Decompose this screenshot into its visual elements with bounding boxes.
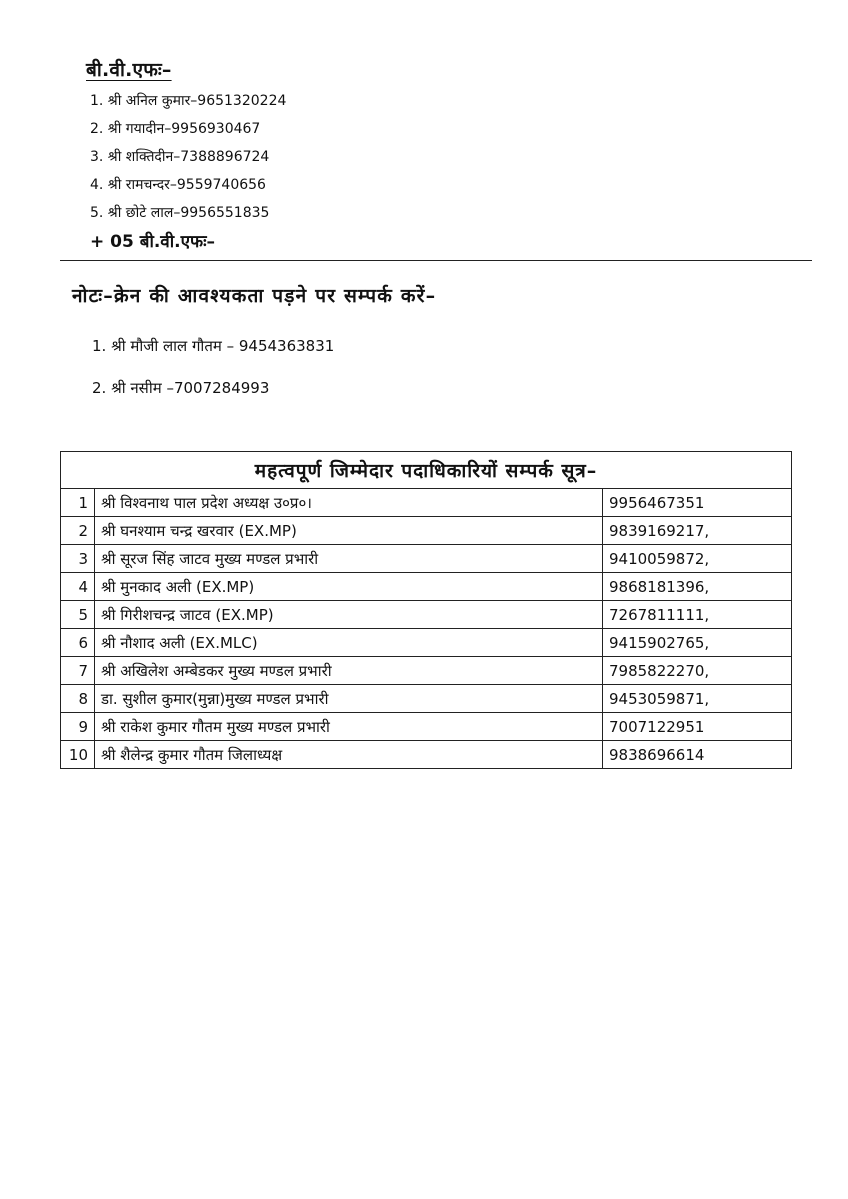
row-number: 5: [61, 601, 95, 629]
official-phone: 9453059871,: [603, 685, 792, 713]
bvf-list: [90, 90, 286, 230]
official-name: श्री अखिलेश अम्बेडकर मुख्य मण्डल प्रभारी: [95, 657, 603, 685]
bvf-list-item: 5. श्री छोटे लाल–9956551835: [90, 205, 270, 221]
official-name: श्री राकेश कुमार गौतम मुख्य मण्डल प्रभारी: [95, 713, 603, 741]
note-list-item: 1. श्री मौजी लाल गौतम – 9454363831: [92, 337, 335, 355]
official-phone: 9838696614: [603, 741, 792, 769]
row-number: 6: [61, 629, 95, 657]
table-row: [61, 685, 792, 713]
official-phone: 7007122951: [603, 713, 792, 741]
row-number: 1: [61, 489, 95, 517]
row-number: 10: [61, 741, 95, 769]
row-number: 4: [61, 573, 95, 601]
bvf-list-item: 4. श्री रामचन्दर–9559740656: [90, 177, 266, 193]
note-list-item: 2. श्री नसीम –7007284993: [92, 379, 270, 397]
official-name: श्री शैलेन्द्र कुमार गौतम जिलाध्यक्ष: [95, 741, 603, 769]
table-title-row: [61, 452, 792, 489]
table-row: [61, 601, 792, 629]
table-title: महत्वपूर्ण जिम्मेदार पदाधिकारियों सम्पर्क सूत्र–: [61, 452, 792, 489]
row-number: 9: [61, 713, 95, 741]
official-name: श्री घनश्याम चन्द्र खरवार (EX.MP): [95, 517, 603, 545]
row-number: 3: [61, 545, 95, 573]
official-phone: 9410059872,: [603, 545, 792, 573]
table-row: [61, 573, 792, 601]
note-heading: नोटः–क्रेन की आवश्यकता पड़ने पर सम्पर्क करें–: [72, 285, 437, 307]
row-number: 7: [61, 657, 95, 685]
table-row: [61, 489, 792, 517]
official-phone: 7267811111,: [603, 601, 792, 629]
official-phone: 7985822270,: [603, 657, 792, 685]
official-phone: 9868181396,: [603, 573, 792, 601]
official-name: श्री सूरज सिंह जाटव मुख्य मण्डल प्रभारी: [95, 545, 603, 573]
row-number: 8: [61, 685, 95, 713]
official-phone: 9415902765,: [603, 629, 792, 657]
official-name: श्री गिरीशचन्द्र जाटव (EX.MP): [95, 601, 603, 629]
row-number: 2: [61, 517, 95, 545]
table-row: [61, 629, 792, 657]
bvf-total: + 05 बी.वी.एफः–: [90, 232, 216, 252]
table-row: [61, 545, 792, 573]
official-name: श्री मुनकाद अली (EX.MP): [95, 573, 603, 601]
bvf-heading: बी.वी.एफः–: [86, 59, 172, 81]
section-divider: [60, 260, 812, 261]
table-row: [61, 741, 792, 769]
note-list: [92, 334, 334, 418]
table-row: [61, 713, 792, 741]
table-row: [61, 517, 792, 545]
bvf-list-item: 1. श्री अनिल कुमार–9651320224: [90, 93, 287, 109]
official-name: श्री विश्वनाथ पाल प्रदेश अध्यक्ष उ०प्र०।: [95, 489, 603, 517]
official-phone: 9839169217,: [603, 517, 792, 545]
bvf-list-item: 3. श्री शक्तिदीन–7388896724: [90, 149, 270, 165]
official-name: डा. सुशील कुमार(मुन्ना)मुख्य मण्डल प्रभारी: [95, 685, 603, 713]
table-row: [61, 657, 792, 685]
official-phone: 9956467351: [603, 489, 792, 517]
bvf-list-item: 2. श्री गयादीन–9956930467: [90, 121, 261, 137]
official-name: श्री नौशाद अली (EX.MLC): [95, 629, 603, 657]
officials-contact-table: [60, 451, 792, 769]
